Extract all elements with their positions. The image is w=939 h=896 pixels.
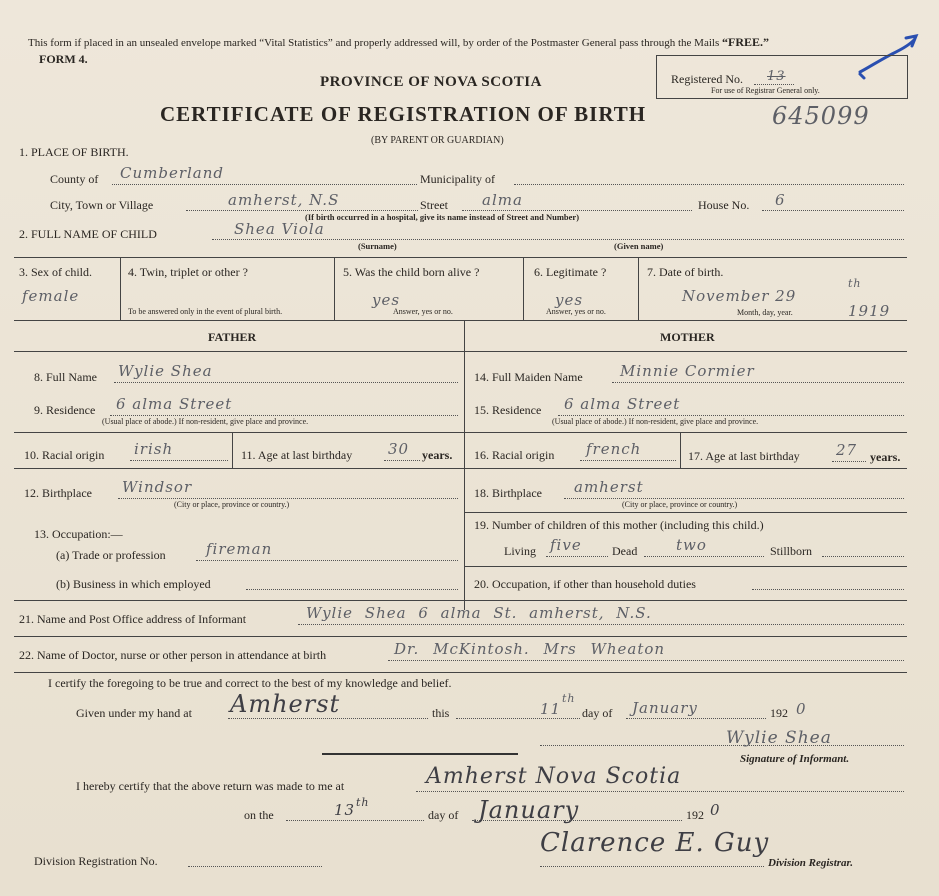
divider-6-7 <box>638 257 639 320</box>
father-residence-value: 6 alma Street <box>116 395 233 413</box>
certify-text: I certify the foregoing to be true and correct to the best of my knowledge and belief. <box>48 676 452 690</box>
attendant-dotline <box>388 660 904 661</box>
house-dotline <box>762 210 904 211</box>
twin-label: 4. Twin, triplet or other ? <box>128 265 248 279</box>
dead-dotline <box>644 556 764 557</box>
mother-birthplace-dotline <box>564 498 904 499</box>
street-label: Street <box>420 198 448 212</box>
living-dotline <box>546 556 608 557</box>
legitimate-note: Answer, yes or no. <box>546 307 606 316</box>
mother-name-value: Minnie Cormier <box>620 362 755 380</box>
living-value: five <box>550 536 582 554</box>
registrar-on-the-label: on the <box>244 808 274 822</box>
attendant-label: 22. Name of Doctor, nurse or other person in attendance at birth <box>19 648 327 662</box>
mother-residence-label: 15. Residence <box>474 403 542 417</box>
given-month-value: January <box>632 699 698 717</box>
divider-4-5 <box>334 257 335 320</box>
county-label: County of <box>50 172 99 186</box>
registrar-year-prefix: 192 <box>686 808 704 822</box>
house-label: House No. <box>698 198 750 212</box>
father-residence-label: 9. Residence <box>34 403 96 417</box>
divider-3-4 <box>120 257 121 320</box>
dead-value: two <box>676 536 707 554</box>
stillborn-label: Stillborn <box>770 544 813 558</box>
child-name-label: 2. FULL NAME OF CHILD <box>19 227 157 241</box>
informant-signature-label: Signature of Informant. <box>740 753 850 765</box>
separator-rule <box>322 753 518 755</box>
rule-row3-top <box>14 257 907 258</box>
divider-16-17 <box>680 432 681 468</box>
form-number: FORM 4. <box>39 52 88 66</box>
registered-value: 13 <box>767 69 786 84</box>
given-under-hand-label: Given under my hand at <box>76 706 192 720</box>
registrar-day-dotline <box>286 820 424 821</box>
given-place-value: Amherst <box>230 690 341 718</box>
father-birthplace-value: Windsor <box>122 478 193 496</box>
given-day-value: 11 <box>540 700 562 718</box>
mother-birthplace-label: 18. Birthplace <box>474 486 542 500</box>
mother-heading: MOTHER <box>660 330 715 344</box>
divider-5-6 <box>523 257 524 320</box>
child-name-dotline <box>212 239 904 240</box>
division-registration-label: Division Registration No. <box>34 854 158 868</box>
informant-value: Wylie Shea 6 alma St. amherst, N.S. <box>306 604 652 622</box>
mother-residence-note: (Usual place of abode.) If non-resident, give place and province. <box>552 417 759 426</box>
father-racial-label: 10. Racial origin <box>24 448 105 462</box>
stillborn-dotline <box>822 556 904 557</box>
city-label: City, Town or Village <box>50 198 154 212</box>
registrar-place-value: Amherst Nova Scotia <box>426 764 682 789</box>
father-birthplace-note: (City or place, province or country.) <box>174 500 290 509</box>
county-dotline <box>112 184 417 185</box>
rule-row12-top <box>14 468 907 469</box>
registrar-certify-text: I hereby certify that the above return was made to me at <box>76 779 345 793</box>
father-racial-value: irish <box>134 440 174 458</box>
father-birthplace-label: 12. Birthplace <box>24 486 92 500</box>
city-dotline <box>186 210 418 211</box>
rule-row10-top <box>14 432 907 433</box>
father-trade-label: (a) Trade or profession <box>56 548 166 562</box>
mother-name-label: 14. Full Maiden Name <box>474 370 583 384</box>
informant-signature: Wylie Shea <box>726 728 832 748</box>
father-name-dotline <box>114 382 458 383</box>
street-value: alma <box>482 191 523 209</box>
sex-label: 3. Sex of child. <box>19 265 92 279</box>
given-day-of-label: day of <box>582 706 613 720</box>
registrar-signature-dotline <box>540 866 764 867</box>
rule-row3-bottom <box>14 320 907 321</box>
document-title: CERTIFICATE OF REGISTRATION OF BIRTH <box>160 102 647 126</box>
mother-residence-value: 6 alma Street <box>564 395 681 413</box>
place-of-birth-label: 1. PLACE OF BIRTH. <box>19 145 129 159</box>
father-name-label: 8. Full Name <box>34 370 97 384</box>
father-racial-dotline <box>130 460 228 461</box>
informant-label: 21. Name and Post Office address of Informant <box>19 612 247 626</box>
father-residence-note: (Usual place of abode.) If non-resident, give place and province. <box>102 417 309 426</box>
father-age-unit: years. <box>422 448 453 462</box>
legitimate-value: yes <box>555 291 584 309</box>
living-label: Living <box>504 544 536 558</box>
mother-age-label: 17. Age at last birthday <box>688 449 800 463</box>
alive-value: yes <box>372 291 401 309</box>
mother-racial-dotline <box>580 460 676 461</box>
mother-age-unit: years. <box>870 450 901 464</box>
father-residence-dotline <box>110 415 458 416</box>
father-age-label: 11. Age at last birthday <box>241 448 353 462</box>
registrar-month-value: January <box>478 796 580 824</box>
mother-age-value: 27 <box>836 441 858 459</box>
informant-signature-dotline <box>540 745 904 746</box>
this-label: this <box>432 706 450 720</box>
twin-note: To be answered only in the event of plural birth. <box>128 307 283 316</box>
rule-certification-top <box>14 672 907 673</box>
mother-racial-value: french <box>586 440 642 458</box>
father-occupation-label: 13. Occupation:— <box>34 527 123 541</box>
father-age-dotline <box>384 460 420 461</box>
municipality-label: Municipality of <box>420 172 495 186</box>
father-birthplace-dotline <box>118 498 458 499</box>
child-name-value: Shea Viola <box>234 220 325 238</box>
mother-birthplace-value: amherst <box>574 478 644 496</box>
given-day-dotline <box>456 718 580 719</box>
mother-children-label: 19. Number of children of this mother (including this child.) <box>474 518 764 532</box>
given-place-dotline <box>228 718 428 719</box>
registrar-place-dotline <box>416 791 904 792</box>
father-heading: FATHER <box>208 330 257 344</box>
alive-note: Answer, yes or no. <box>393 307 453 316</box>
father-trade-value: fireman <box>206 540 273 558</box>
father-trade-dotline <box>196 560 458 561</box>
mother-occupation-label: 20. Occupation, if other than household duties <box>474 577 696 591</box>
municipality-dotline <box>514 184 904 185</box>
registrar-day-suffix: th <box>356 796 370 809</box>
given-name-note: (Given name) <box>614 241 664 251</box>
certificate-number: 645099 <box>772 102 870 130</box>
house-value: 6 <box>775 191 786 209</box>
street-dotline <box>462 210 692 211</box>
dead-label: Dead <box>612 544 638 558</box>
registrar-use-note: For use of Registrar General only. <box>711 86 820 95</box>
attendant-value: Dr. McKintosh. Mrs Wheaton <box>394 640 666 658</box>
given-day-suffix: th <box>562 692 576 705</box>
given-year-prefix: 192 <box>770 706 788 720</box>
rule-row21-top <box>14 600 907 601</box>
division-registrar-label: Division Registrar. <box>768 857 853 869</box>
registered-box <box>656 55 908 99</box>
dob-label: 7. Date of birth. <box>647 265 724 279</box>
father-business-dotline <box>246 589 458 590</box>
father-business-label: (b) Business in which employed <box>56 577 211 591</box>
hospital-note: (If birth occurred in a hospital, give its name instead of Street and Number) <box>305 212 580 222</box>
postal-notice-free: “FREE.” <box>721 35 769 49</box>
registered-label: Registered No. <box>671 72 743 86</box>
county-value: Cumberland <box>120 164 225 182</box>
registrar-signature: Clarence E. Guy <box>540 828 770 858</box>
rule-row22-top <box>14 636 907 637</box>
mother-name-dotline <box>612 382 904 383</box>
father-name-value: Wylie Shea <box>118 362 213 380</box>
mother-residence-dotline <box>558 415 904 416</box>
divider-10-11 <box>232 432 233 468</box>
mother-birthplace-note: (City or place, province or country.) <box>622 500 738 509</box>
mother-racial-label: 16. Racial origin <box>474 448 555 462</box>
alive-label: 5. Was the child born alive ? <box>343 265 480 279</box>
province-heading: PROVINCE OF NOVA SCOTIA <box>320 74 542 90</box>
mother-occupation-dotline <box>752 589 904 590</box>
postal-notice <box>28 35 769 50</box>
division-registration-dotline <box>188 866 322 867</box>
father-age-value: 30 <box>388 440 410 458</box>
registrar-day-of-label: day of <box>428 808 459 822</box>
rule-parents-heading <box>14 351 907 352</box>
subtitle: (BY PARENT OR GUARDIAN) <box>371 135 504 146</box>
rule-row19-top <box>464 512 907 513</box>
registrar-year-value: 0 <box>710 801 721 819</box>
surname-note: (Surname) <box>358 241 397 251</box>
dob-year: 1919 <box>848 302 891 320</box>
rule-row20-top <box>464 566 907 567</box>
registrar-day-value: 13 <box>334 801 356 819</box>
dob-month-day: November 29 <box>682 287 797 305</box>
postal-notice-text: This form if placed in an unsealed envelope marked “Vital Statistics” and properly addressed will, by order of the Postmaster General pass through the Mails <box>28 37 720 49</box>
legitimate-label: 6. Legitimate ? <box>534 265 607 279</box>
given-year-value: 0 <box>796 700 807 718</box>
dob-suffix: th <box>848 277 862 290</box>
sex-value: female <box>22 287 80 305</box>
city-value: amherst, N.S <box>228 191 340 209</box>
dob-note: Month, day, year. <box>737 308 793 317</box>
informant-dotline <box>298 624 904 625</box>
mother-age-dotline <box>832 461 866 462</box>
given-month-dotline <box>626 718 766 719</box>
